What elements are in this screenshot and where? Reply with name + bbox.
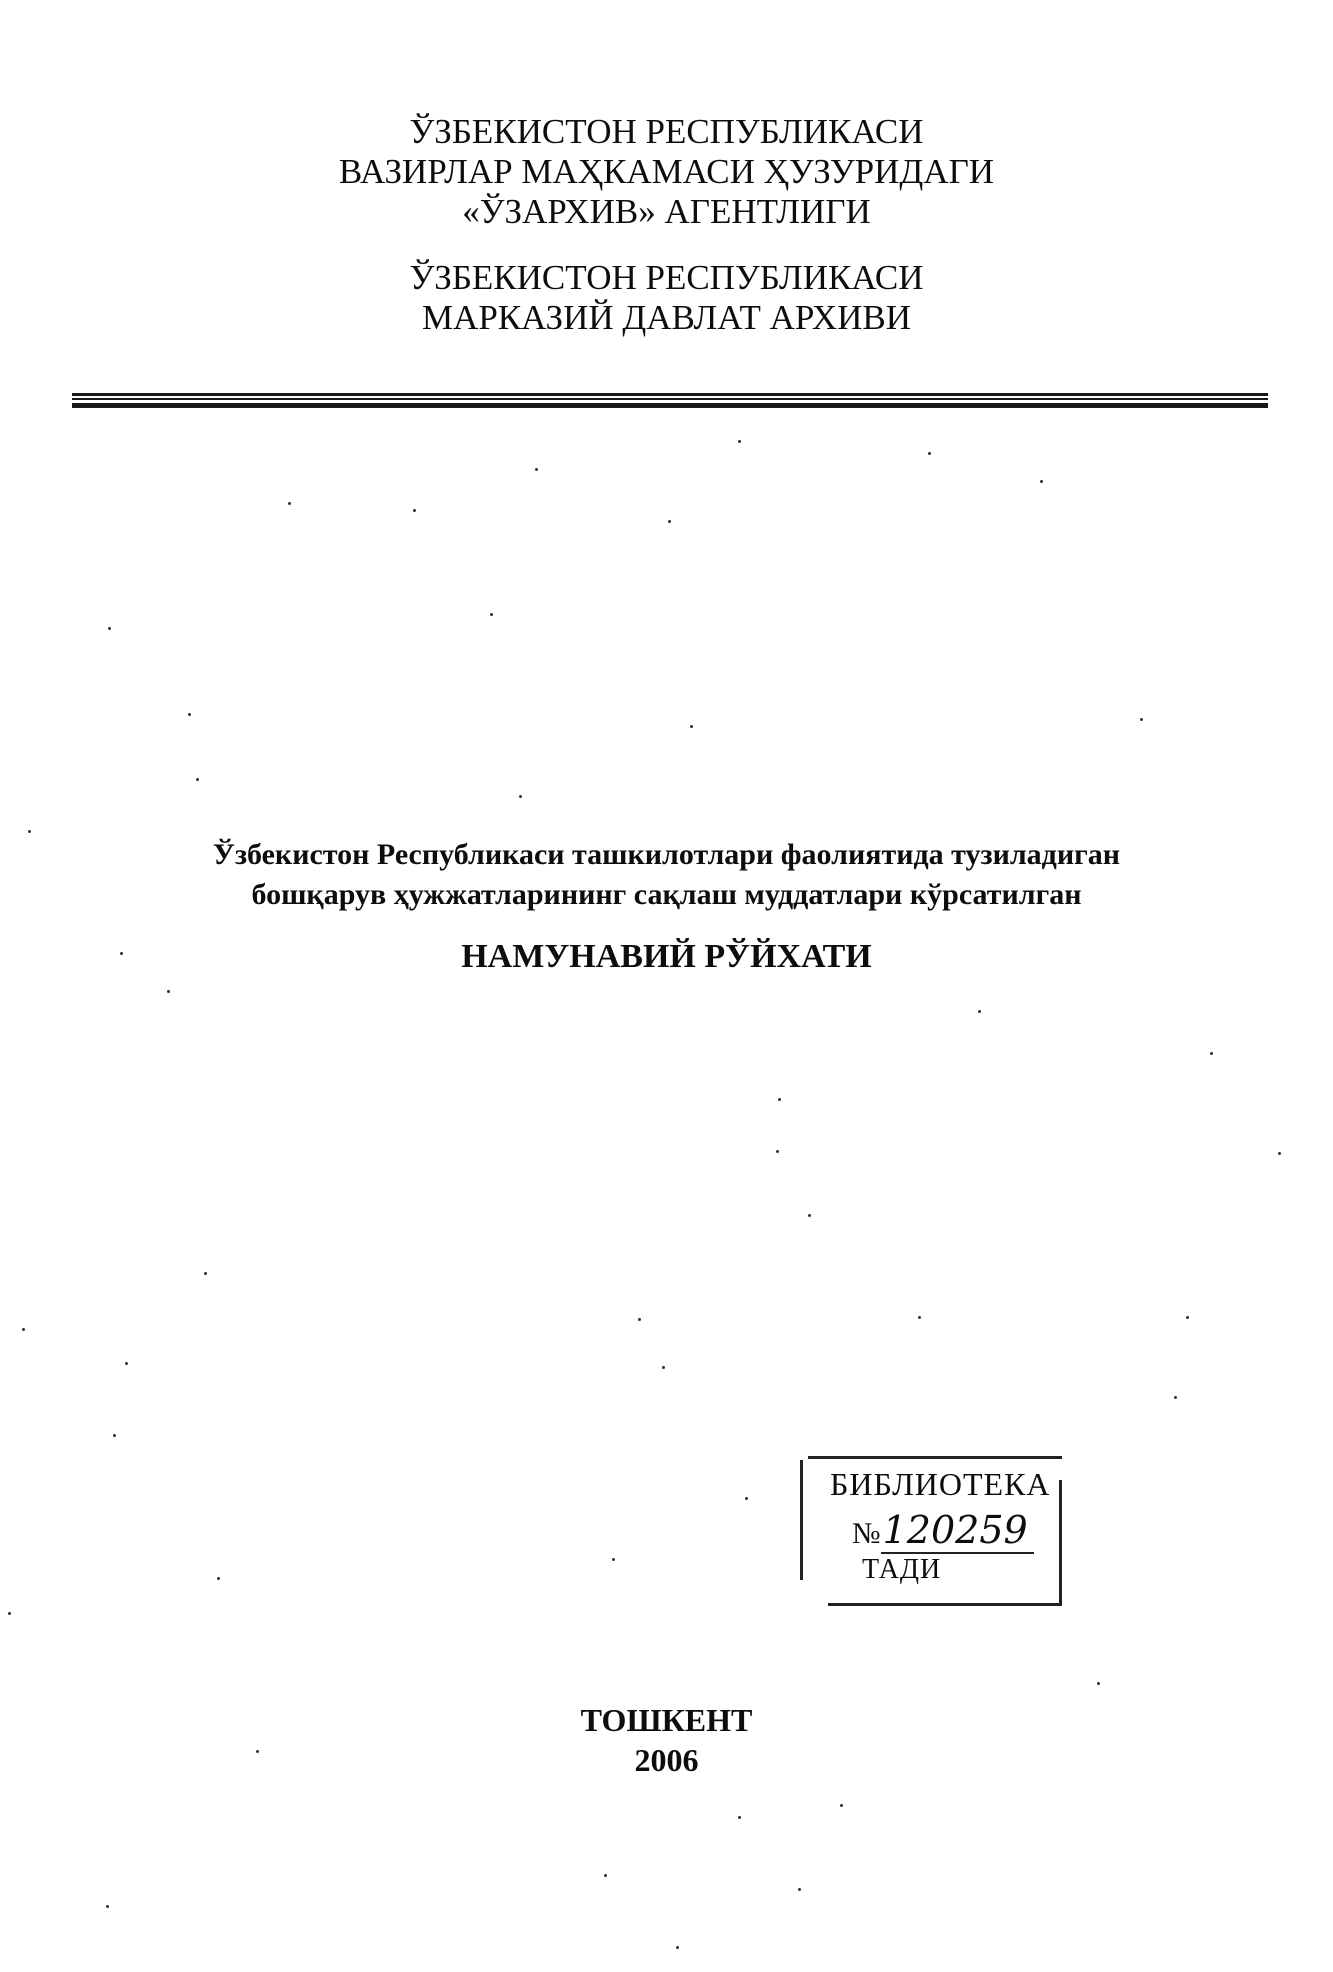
imprint-year: 2006 xyxy=(634,1742,699,1778)
agency-line-3: «ЎЗАРХИВ» АГЕНТЛИГИ xyxy=(462,192,871,231)
stamp-number-row xyxy=(852,1508,1034,1552)
scan-speck xyxy=(188,713,191,716)
scan-speck xyxy=(612,1558,615,1561)
stamp-number-prefix: № xyxy=(852,1517,881,1550)
scan-speck xyxy=(928,452,931,455)
stamp-frame-left xyxy=(800,1460,803,1580)
library-stamp xyxy=(800,1450,1062,1606)
scan-speck xyxy=(106,1905,109,1908)
agency-line-1: ЎЗБЕКИСТОН РЕСПУБЛИКАСИ xyxy=(409,112,924,151)
stamp-frame-right xyxy=(1059,1480,1062,1604)
scan-speck xyxy=(918,1316,921,1319)
scan-speck xyxy=(196,778,199,781)
scan-speck xyxy=(113,1434,116,1437)
main-title: НАМУНАВИЙ РЎЙХАТИ xyxy=(461,938,872,975)
title-line-1: Ўзбекистон Республикаси ташкилотлари фаолиятида тузиладиган xyxy=(212,838,1121,871)
scan-speck xyxy=(413,509,416,512)
scan-speck xyxy=(745,1497,748,1500)
scan-speck xyxy=(204,1272,207,1275)
title-line-2: бошқарув ҳужжатларининг сақлаш муддатлари кўрсатилган xyxy=(251,878,1082,911)
scan-speck xyxy=(22,1328,25,1331)
archive-line-2: МАРКАЗИЙ ДАВЛАТ АРХИВИ xyxy=(421,298,912,337)
scan-speck xyxy=(8,1612,11,1615)
scan-speck xyxy=(662,1366,665,1369)
document-title-block xyxy=(0,835,1333,977)
stamp-frame-bottom xyxy=(828,1603,1062,1606)
header-divider xyxy=(72,393,1268,411)
scan-speck xyxy=(108,627,111,630)
divider-line-thin-middle xyxy=(72,398,1268,400)
scan-speck xyxy=(738,440,741,443)
scan-speck xyxy=(1186,1316,1189,1319)
scan-speck xyxy=(776,1150,779,1153)
scan-speck xyxy=(535,468,538,471)
scan-speck xyxy=(808,1214,811,1217)
stamp-bottom-label: ТАДИ xyxy=(862,1554,942,1585)
scan-speck xyxy=(1097,1682,1100,1685)
scan-speck xyxy=(978,1010,981,1013)
scan-speck xyxy=(1140,718,1143,721)
stamp-library-label: БИБЛИОТЕКА xyxy=(830,1466,1051,1502)
divider-line-thin-top xyxy=(72,393,1268,396)
scan-speck xyxy=(519,795,522,798)
stamp-handwritten-number: 120259 xyxy=(881,1508,1034,1554)
scan-speck xyxy=(120,952,123,955)
scan-speck xyxy=(28,830,31,833)
scan-speck xyxy=(840,1804,843,1807)
scan-speck xyxy=(798,1888,801,1891)
scan-speck xyxy=(676,1946,679,1949)
scan-speck xyxy=(1278,1152,1281,1155)
scan-speck xyxy=(778,1098,781,1101)
archive-line-1: ЎЗБЕКИСТОН РЕСПУБЛИКАСИ xyxy=(409,258,924,297)
scan-speck xyxy=(738,1816,741,1819)
header-gap xyxy=(0,232,1333,258)
stamp-frame-top xyxy=(808,1456,1062,1459)
imprint-block xyxy=(0,1700,1333,1780)
agency-line-2: ВАЗИРЛАР МАҲКАМАСИ ҲУЗУРИДАГИ xyxy=(338,152,995,191)
scan-speck xyxy=(638,1318,641,1321)
scan-speck xyxy=(288,502,291,505)
scan-speck xyxy=(125,1362,128,1365)
imprint-city: ТОШКЕНТ xyxy=(580,1702,753,1738)
scan-speck xyxy=(256,1750,259,1753)
scan-speck xyxy=(668,520,671,523)
scan-speck xyxy=(217,1577,220,1580)
scan-speck xyxy=(690,725,693,728)
scan-speck xyxy=(1174,1396,1177,1399)
scan-speck xyxy=(604,1874,607,1877)
divider-line-thick xyxy=(72,403,1268,408)
scan-speck xyxy=(1210,1052,1213,1055)
scan-speck xyxy=(1040,480,1043,483)
scan-speck xyxy=(167,990,170,993)
header-block xyxy=(0,112,1333,338)
scan-speck xyxy=(490,613,493,616)
